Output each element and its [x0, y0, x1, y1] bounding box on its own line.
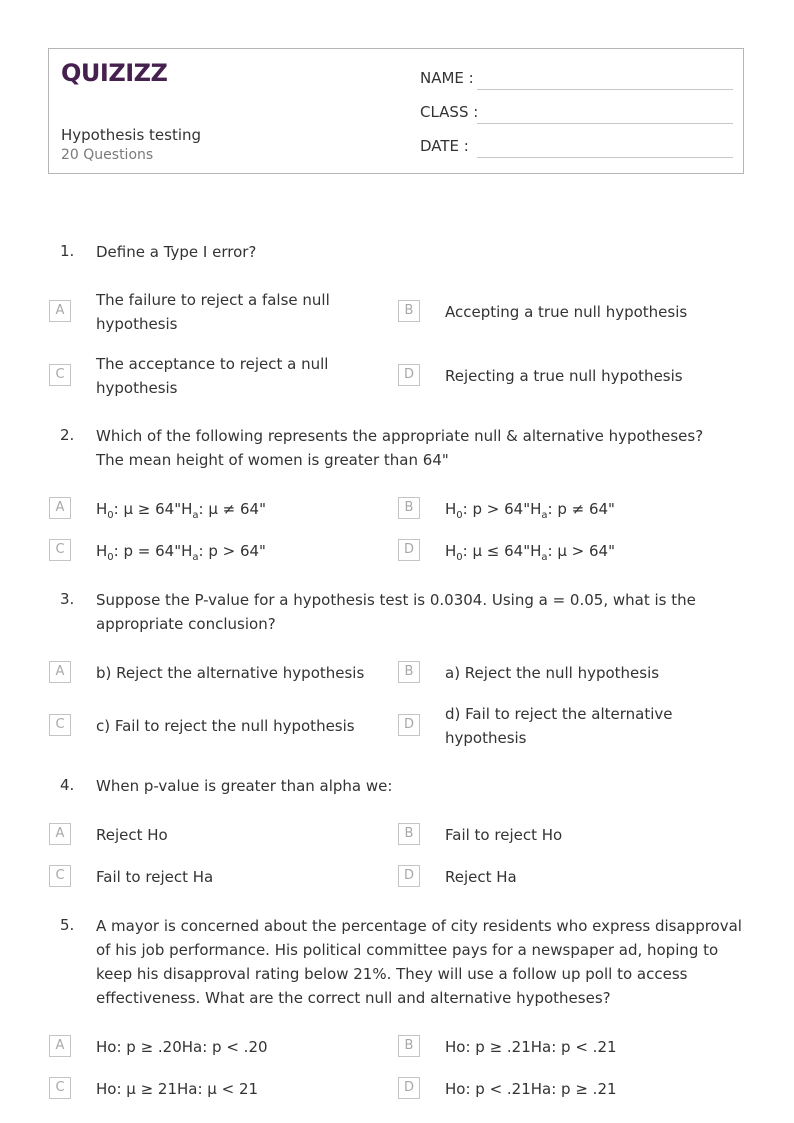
name-label: NAME : [420, 69, 474, 87]
date-line [477, 157, 733, 158]
alt-part: : µ ≠ 64" [198, 500, 267, 518]
option-text: Reject Ha [445, 868, 517, 886]
option-text [96, 497, 386, 528]
option-letter[interactable]: A [49, 1035, 71, 1057]
subscript-0: 0 [456, 552, 463, 563]
option-letter[interactable]: A [49, 661, 71, 683]
option-letter[interactable]: A [49, 300, 71, 322]
option-text: Reject Ho [96, 826, 168, 844]
null-part: : p = 64"H [113, 542, 193, 560]
question-2-text [96, 424, 746, 472]
option-letter[interactable]: D [398, 865, 420, 887]
null-part: : µ ≤ 64"H [462, 542, 542, 560]
option-letter[interactable]: B [398, 823, 420, 845]
class-line [477, 123, 733, 124]
alt-part: : p > 64" [198, 542, 266, 560]
question-count: 20 Questions [61, 147, 154, 163]
option-letter[interactable]: C [49, 539, 71, 561]
alt-part: : µ > 64" [547, 542, 616, 560]
worksheet-title: Hypothesis testing [61, 126, 202, 144]
option-letter[interactable]: C [49, 714, 71, 736]
question-3-number: 3. [60, 590, 75, 608]
option-text: Accepting a true null hypothesis [445, 303, 688, 321]
option-text: b) Reject the alternative hypothesis [96, 664, 365, 682]
subscript-0: 0 [107, 552, 114, 563]
option-text: Ho: p ≥ .21Ha: p < .21 [445, 1038, 617, 1056]
quizizz-logo: QUIZIZZ [61, 59, 168, 87]
name-line [477, 89, 733, 90]
worksheet-header [48, 48, 744, 174]
option-letter[interactable]: B [398, 1035, 420, 1057]
null-part: : p > 64"H [462, 500, 542, 518]
question-2-number: 2. [60, 426, 75, 444]
h-symbol: H [96, 500, 108, 518]
question-1-text: Define a Type I error? [96, 243, 257, 261]
option-letter[interactable]: C [49, 865, 71, 887]
h-symbol: H [445, 500, 457, 518]
class-label: CLASS : [420, 103, 479, 121]
option-text: Fail to reject Ha [96, 868, 214, 886]
option-text: Fail to reject Ho [445, 826, 563, 844]
date-label: DATE : [420, 137, 469, 155]
option-letter[interactable]: B [398, 661, 420, 683]
option-text: d) Fail to reject the alternative hypothesis [445, 705, 673, 747]
option-text: The acceptance to reject a null hypothesis [96, 355, 329, 397]
option-text [96, 539, 386, 570]
option-text: Ho: p ≥ .20Ha: p < .20 [96, 1038, 268, 1056]
option-text: c) Fail to reject the null hypothesis [96, 717, 355, 735]
question-2-line-1: Which of the following represents the appropriate null & alternative hypotheses? [96, 427, 704, 445]
subscript-a: a [192, 552, 199, 563]
question-4-text: When p-value is greater than alpha we: [96, 777, 393, 795]
option-text: Ho: µ ≥ 21Ha: µ < 21 [96, 1080, 259, 1098]
h-symbol: H [445, 542, 457, 560]
option-letter[interactable]: A [49, 497, 71, 519]
subscript-0: 0 [107, 510, 114, 521]
question-2-line-2: The mean height of women is greater than 64" [96, 451, 449, 469]
option-letter[interactable]: D [398, 714, 420, 736]
question-1-number: 1. [60, 242, 75, 260]
option-letter[interactable]: A [49, 823, 71, 845]
option-text [445, 497, 735, 528]
option-text: a) Reject the null hypothesis [445, 664, 660, 682]
h-symbol: H [96, 542, 108, 560]
option-letter[interactable]: D [398, 1077, 420, 1099]
option-letter[interactable]: D [398, 539, 420, 561]
subscript-a: a [192, 510, 199, 521]
option-text: The failure to reject a false null hypothesis [96, 291, 330, 333]
option-text [445, 539, 735, 570]
option-letter[interactable]: D [398, 364, 420, 386]
option-letter[interactable]: B [398, 300, 420, 322]
option-letter[interactable]: B [398, 497, 420, 519]
subscript-a: a [541, 552, 548, 563]
option-text: Ho: p < .21Ha: p ≥ .21 [445, 1080, 617, 1098]
subscript-0: 0 [456, 510, 463, 521]
option-letter[interactable]: C [49, 364, 71, 386]
question-4-number: 4. [60, 776, 75, 794]
null-part: : µ ≥ 64"H [113, 500, 193, 518]
alt-part: : p ≠ 64" [547, 500, 615, 518]
option-text: Rejecting a true null hypothesis [445, 367, 683, 385]
question-5-number: 5. [60, 916, 75, 934]
question-3-text: Suppose the P-value for a hypothesis test is 0.0304. Using a = 0.05, what is the appropriate conclusion? [96, 591, 696, 633]
subscript-a: a [541, 510, 548, 521]
question-5-text: A mayor is concerned about the percentage of city residents who express disapproval of his job performance. His political committee pays for a newspaper ad, hoping to keep his disapproval rating below 21%. They will use a follow up poll to access effectiveness. What are the correct null and alternative hypotheses? [96, 917, 742, 1007]
option-letter[interactable]: C [49, 1077, 71, 1099]
